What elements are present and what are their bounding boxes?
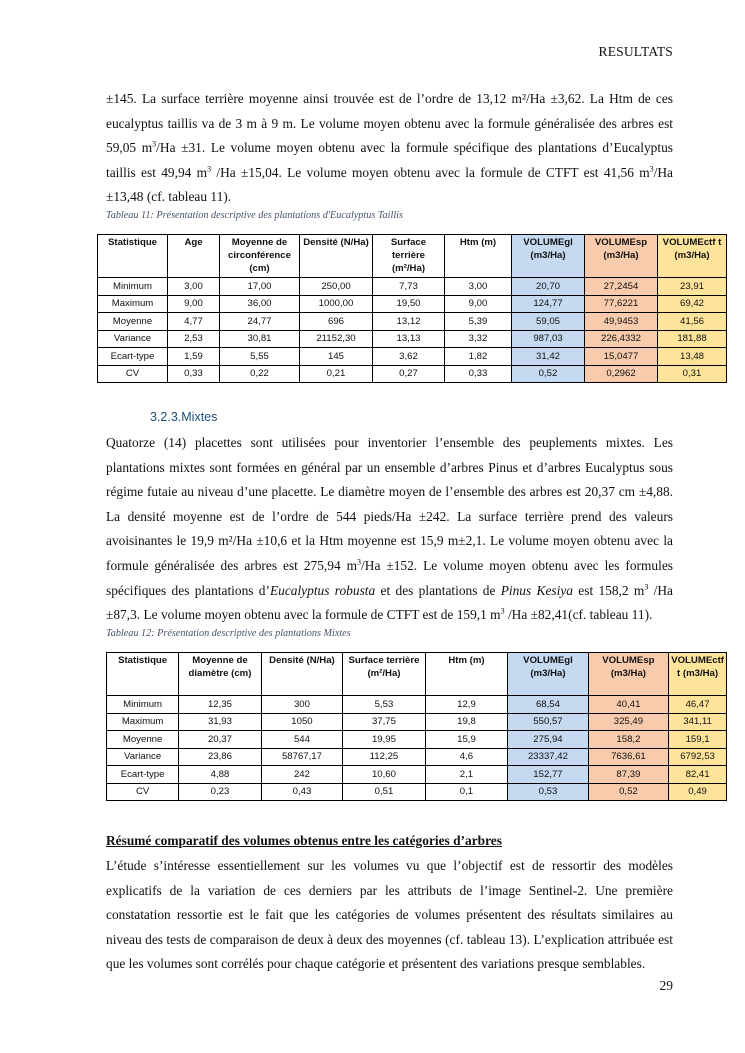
superscript: 3	[357, 557, 362, 567]
table-cell: 23337,42	[508, 748, 588, 766]
table-cell: 0,31	[658, 365, 727, 383]
page-number: 29	[659, 978, 673, 993]
table12-header-cell: Statistique	[107, 653, 179, 696]
table-cell: 5,39	[445, 313, 512, 331]
subsection-title: 3.2.3.Mixtes	[150, 410, 218, 424]
table12-header-cell: Htm (m)	[425, 653, 508, 696]
table-row	[98, 330, 727, 348]
para1-text-c: /Ha ±15,04. Le volume moyen obtenu avec la formule de CTFT est 41,56 m	[211, 164, 650, 180]
superscript: 3	[644, 582, 649, 592]
table-cell: 4,77	[168, 313, 220, 331]
paragraph-mixtes	[106, 431, 673, 628]
table-row	[98, 365, 727, 383]
table-cell: 41,56	[658, 313, 727, 331]
table-cell: Moyenne	[98, 313, 168, 331]
table-cell: 4,6	[425, 748, 508, 766]
table-cell: 24,77	[220, 313, 300, 331]
table-cell: 13,12	[373, 313, 445, 331]
table-cell: 3,00	[445, 278, 512, 296]
para2-text-c: et des plantations de	[375, 582, 501, 598]
table-cell: 159,1	[669, 731, 727, 749]
table-cell: 49,9453	[585, 313, 658, 331]
superscript: 3	[649, 164, 654, 174]
paragraph-eucalyptus-taillis	[106, 87, 673, 210]
table-cell: 275,94	[508, 731, 588, 749]
table-row	[107, 783, 727, 801]
superscript: 3	[152, 139, 157, 149]
table11-header-cell: Htm (m)	[445, 235, 512, 278]
table-cell: 1000,00	[300, 295, 373, 313]
table-cell: 152,77	[508, 766, 588, 784]
table-cell: 59,05	[512, 313, 585, 331]
table11-header-cell: VOLUMEctf t (m3/Ha)	[658, 235, 727, 278]
para2-text-a: Quatorze (14) placettes sont utilisées pour inventorier l’ensemble des peuplements mixtes. Les plantations mixtes sont formées en général par un ensemble d’arbres Pinus et d’arbres Eucalyptus sous régime futaie au niveau d’une placette. Le diamètre moyen de l’ensemble des arbres est 20,37 cm ±4,88. La densité moyenne est de l’ordre de 544 pieds/Ha ±242. La surface terrière prend des valeurs avoisinantes le 19,9 m²/Ha ±10,6 et la Htm moyenne est 15,9 m±2,1. Le volume moyen obtenu avec la formule généralisée des arbres est 275,94 m	[106, 435, 673, 573]
table-cell: 1050	[261, 713, 342, 731]
table12-header-cell: VOLUMEctf t (m3/Ha)	[669, 653, 727, 696]
table-cell: 158,2	[588, 731, 668, 749]
table-cell: 69,42	[658, 295, 727, 313]
table-cell: 4,88	[179, 766, 262, 784]
para1-text-b: /Ha ±31. Le volume moyen obtenu avec la formule spécifique des plantations d’Eucalyptus taillis est 49,94 m	[106, 140, 673, 180]
table-cell: 3,00	[168, 278, 220, 296]
table11-header-cell: VOLUMEsp (m3/Ha)	[585, 235, 658, 278]
table-cell: 77,6221	[585, 295, 658, 313]
table11-header-cell: Age	[168, 235, 220, 278]
table-cell: 2,1	[425, 766, 508, 784]
table-cell: 9,00	[445, 295, 512, 313]
table-cell: 0,22	[220, 365, 300, 383]
table-cell: 696	[300, 313, 373, 331]
table-cell: 2,53	[168, 330, 220, 348]
table-cell: 0,27	[373, 365, 445, 383]
species-name: Pinus Kesiya	[500, 582, 573, 598]
table-cell: 0,49	[669, 783, 727, 801]
table-cell: 145	[300, 348, 373, 366]
table-cell: Minimum	[107, 696, 179, 714]
table12-header-cell: VOLUMEgl (m3/Ha)	[508, 653, 588, 696]
table-cell: 19,50	[373, 295, 445, 313]
table-cell: 37,75	[343, 713, 426, 731]
table-cell: 17,00	[220, 278, 300, 296]
table-cell: 300	[261, 696, 342, 714]
table-cell: 20,37	[179, 731, 262, 749]
table-cell: 31,42	[512, 348, 585, 366]
table-cell: 19,8	[425, 713, 508, 731]
table11-header-cell: Statistique	[98, 235, 168, 278]
table-row	[98, 278, 727, 296]
table-cell: 0,33	[445, 365, 512, 383]
table-cell: 341,11	[669, 713, 727, 731]
table11-header-cell: VOLUMEgl (m3/Ha)	[512, 235, 585, 278]
table-cell: 31,93	[179, 713, 262, 731]
table-cell: 550,57	[508, 713, 588, 731]
summary-paragraph: L’étude s’intéresse essentiellement sur les volumes vu que l’objectif est de ressortir des modèles explicatifs de la variation de ces derniers par les attributs de l’image Sentinel-2. Une première constatation ressortie est le fait que les catégories de volumes présentent des résultats similaires au niveau des tests de comparaison de deux à deux des moyennes (cf. tableau 13). L’explication attribuée est que les volumes sont corrélés pour chaque catégorie et présentent des variations presque semblables.	[106, 858, 673, 972]
table12-header-cell: VOLUMEsp (m3/Ha)	[588, 653, 668, 696]
table-cell: 124,77	[512, 295, 585, 313]
table-cell: 82,41	[669, 766, 727, 784]
para2-text-b: /Ha ±152. Le volume moyen obtenu avec les formules spécifiques des plantations d’	[106, 557, 674, 598]
species-name: Eucalyptus robusta	[269, 582, 376, 598]
table-cell: 0,23	[179, 783, 262, 801]
superscript: 3	[207, 164, 212, 174]
table-cell: CV	[98, 365, 168, 383]
table-row	[107, 696, 727, 714]
table-cell: 10,60	[343, 766, 426, 784]
table-cell: 87,39	[588, 766, 668, 784]
table-cell: 46,47	[669, 696, 727, 714]
table-cell: Ecart-type	[98, 348, 168, 366]
table-row	[107, 748, 727, 766]
table11-header-cell: Moyenne de circonférence (cm)	[220, 235, 300, 278]
table11-body	[98, 278, 727, 383]
table-cell: 36,00	[220, 295, 300, 313]
table-cell: Moyenne	[107, 731, 179, 749]
para2-text-f: /Ha ±82,41(cf. tableau 11).	[504, 607, 653, 623]
table-cell: 5,53	[343, 696, 426, 714]
table-cell: 23,91	[658, 278, 727, 296]
table-cell: 9,00	[168, 295, 220, 313]
table-cell: Maximum	[107, 713, 179, 731]
table-cell: 0,52	[588, 783, 668, 801]
table-cell: 226,4332	[585, 330, 658, 348]
table-cell: 181,88	[658, 330, 727, 348]
table-cell: 0,52	[512, 365, 585, 383]
table-cell: Variance	[98, 330, 168, 348]
table-cell: Minimum	[98, 278, 168, 296]
table-cell: CV	[107, 783, 179, 801]
table12-body	[107, 696, 727, 801]
table-row	[98, 313, 727, 331]
table-cell: Variance	[107, 748, 179, 766]
table-cell: 1,59	[168, 348, 220, 366]
table-row	[98, 295, 727, 313]
table-cell: 15,9	[425, 731, 508, 749]
table-cell: 21152,30	[300, 330, 373, 348]
table-cell: 0,2962	[585, 365, 658, 383]
para1-text-d: /Ha ±13,48 (cf. tableau 11).	[106, 164, 673, 205]
table11-header-cell: Densité (N/Ha)	[300, 235, 373, 278]
table-cell: 58767,17	[261, 748, 342, 766]
table-cell: 23,86	[179, 748, 262, 766]
table-cell: 5,55	[220, 348, 300, 366]
table11-caption: Tableau 11: Présentation descriptive des plantations d'Eucalyptus Taillis	[106, 210, 403, 221]
table-row	[107, 766, 727, 784]
table-cell: 0,1	[425, 783, 508, 801]
table-cell: 0,53	[508, 783, 588, 801]
table12-header-cell: Moyenne de diamètre (cm)	[179, 653, 262, 696]
table-cell: 1,82	[445, 348, 512, 366]
table-cell: 20,70	[512, 278, 585, 296]
table-cell: 6792,53	[669, 748, 727, 766]
table-cell: 19,95	[343, 731, 426, 749]
table11-header-cell: Surface terrière (m²/Ha)	[373, 235, 445, 278]
table-cell: 12,9	[425, 696, 508, 714]
table-cell: 112,25	[343, 748, 426, 766]
table-cell: 12,35	[179, 696, 262, 714]
table-cell: 30,81	[220, 330, 300, 348]
table-cell: 7,73	[373, 278, 445, 296]
table-cell: 325,49	[588, 713, 668, 731]
table12-header-row	[107, 653, 727, 696]
table-cell: 68,54	[508, 696, 588, 714]
table-row	[98, 348, 727, 366]
table-cell: 544	[261, 731, 342, 749]
table-cell: 0,51	[343, 783, 426, 801]
table-cell: Maximum	[98, 295, 168, 313]
table-cell: 250,00	[300, 278, 373, 296]
table-cell: Ecart-type	[107, 766, 179, 784]
table-row	[107, 713, 727, 731]
table-cell: 3,62	[373, 348, 445, 366]
table-cell: 242	[261, 766, 342, 784]
table-cell: 0,43	[261, 783, 342, 801]
table-cell: 987,03	[512, 330, 585, 348]
running-header: RESULTATS	[598, 44, 673, 59]
para2-text-d: est 158,2 m	[572, 582, 645, 598]
table-mixtes	[106, 652, 727, 801]
table-cell: 13,13	[373, 330, 445, 348]
para1-text-a: ±145. La surface terrière moyenne ainsi trouvée est de l’ordre de 13,12 m²/Ha ±3,62. La Htm de ces eucalyptus taillis va de 3 m à 9 m. Le volume moyen obtenu avec la formule généralisée des arbres est 59,05 m	[106, 91, 673, 156]
table12-caption: Tableau 12: Présentation descriptive des plantations Mixtes	[106, 628, 351, 639]
para2-text-e: /Ha ±87,3. Le volume moyen obtenu avec la formule de CTFT est de 159,1 m	[106, 582, 673, 623]
table-cell: 15,0477	[585, 348, 658, 366]
table-cell: 13,48	[658, 348, 727, 366]
table-cell: 0,21	[300, 365, 373, 383]
table12-header-cell: Densité (N/Ha)	[261, 653, 342, 696]
table-cell: 3,32	[445, 330, 512, 348]
summary-heading: Résumé comparatif des volumes obtenus entre les catégories d’arbres	[106, 833, 502, 848]
table-cell: 0,33	[168, 365, 220, 383]
table-cell: 27,2454	[585, 278, 658, 296]
table12-header-cell: Surface terrière (m²/Ha)	[343, 653, 426, 696]
superscript: 3	[500, 606, 505, 616]
table-cell: 7636,61	[588, 748, 668, 766]
table-cell: 40,41	[588, 696, 668, 714]
table-row	[107, 731, 727, 749]
table-eucalyptus-taillis	[97, 234, 727, 383]
table11-header-row	[98, 235, 727, 278]
